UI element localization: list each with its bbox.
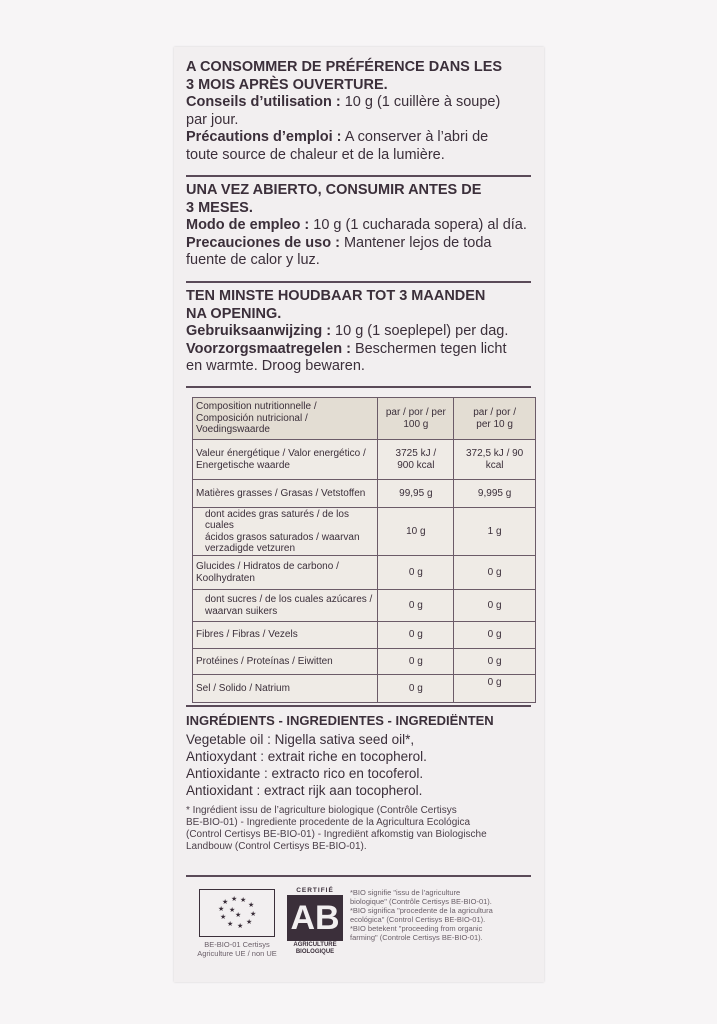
svg-text:★: ★ bbox=[229, 906, 236, 914]
organic-note-line: * Ingrédient issu de l’agriculture biologique (Contrôle Certisys bbox=[186, 805, 457, 816]
dutch-heading-line-2: NA OPENING. bbox=[186, 305, 282, 322]
svg-text:★: ★ bbox=[240, 896, 247, 904]
spanish-heading-line-1: UNA VEZ ABIERTO, CONSUMIR ANTES DE bbox=[186, 182, 482, 198]
eu-leaf-stars-icon bbox=[200, 890, 274, 936]
svg-text:★: ★ bbox=[218, 905, 225, 913]
svg-text:★: ★ bbox=[227, 920, 234, 928]
per-10g-header: par / por / per 10 g bbox=[454, 398, 536, 440]
french-precautions-cont: toute source de chaleur et de la lumière. bbox=[186, 146, 445, 163]
svg-text:★: ★ bbox=[250, 910, 257, 918]
organic-note-line: Landbouw (Control Certisys BE-BIO-01). bbox=[186, 841, 367, 852]
organic-note-line: BE-BIO-01) - Ingrediente procedente de la Agricultura Ecológica bbox=[186, 817, 471, 828]
french-heading-line-2: 3 MOIS APRÈS OUVERTURE. bbox=[186, 76, 388, 93]
svg-text:★: ★ bbox=[235, 911, 242, 919]
spanish-precautions: Precauciones de uso : Mantener lejos de toda bbox=[186, 234, 492, 251]
dutch-precautions: Voorzorgsmaatregelen : Beschermen tegen licht bbox=[186, 340, 507, 357]
french-section bbox=[186, 59, 531, 164]
table-row: dont acides gras saturés / de los cuales ácidos grasos saturados / waarvan verzadigde vetzuren 10 g 1 g bbox=[193, 508, 536, 556]
table-row: Protéines / Proteínas / Eiwitten 0 g 0 g bbox=[193, 649, 536, 675]
table-row: dont sucres / de los cuales azúcares / waarvan suikers 0 g 0 g bbox=[193, 590, 536, 622]
nutrition-table bbox=[192, 397, 536, 703]
organic-note-line: (Control Certisys BE-BIO-01) - Ingrediënt afkomstig van Biologische bbox=[186, 829, 487, 840]
ab-organic-logo: CERTIFIÉ AB AGRICULTURE BIOLOGIQUE bbox=[286, 887, 344, 959]
ingredient-line: Antioxidant : extract rijk aan tocopherol. bbox=[186, 783, 423, 798]
table-row: Sel / Solido / Natrium 0 g 0 g bbox=[193, 675, 536, 703]
table-row: Matières grasses / Grasas / Vetstoffen 99,95 g 9,995 g bbox=[193, 480, 536, 508]
per-100g-header: par / por / per 100 g bbox=[378, 398, 454, 440]
spanish-precautions-cont: fuente de calor y luz. bbox=[186, 252, 320, 268]
spanish-section bbox=[186, 182, 531, 270]
product-label-panel bbox=[174, 47, 544, 982]
svg-text:★: ★ bbox=[231, 895, 238, 903]
divider bbox=[186, 386, 531, 388]
table-row: Glucides / Hidratos de carbono / Koolhydraten 0 g 0 g bbox=[193, 556, 536, 590]
divider bbox=[186, 875, 531, 877]
dutch-usage: Gebruiksaanwijzing : 10 g (1 soeplepel) per dag. bbox=[186, 323, 509, 339]
dutch-section bbox=[186, 288, 531, 376]
french-precautions: Précautions d’emploi : A conserver à l’abri de bbox=[186, 129, 489, 145]
svg-text:★: ★ bbox=[237, 922, 244, 930]
svg-text:★: ★ bbox=[220, 913, 227, 921]
dutch-heading-line-1: TEN MINSTE HOUDBAAR TOT 3 MAANDEN bbox=[186, 288, 486, 304]
divider bbox=[186, 175, 531, 177]
ingredient-line: Vegetable oil : Nigella sativa seed oil*, bbox=[186, 732, 415, 747]
svg-text:★: ★ bbox=[246, 918, 253, 926]
bio-definitions: *BIO signifie "issu de l’agriculture biologique" (Contrôle Certisys BE-BIO-01). *BIO significa "procedente de la agricultura ecológica" (Control Certisys BE-BIO-01). *BIO betekent "proceeding from organic farming" (Controle Certisys BE-BIO-01). bbox=[350, 888, 493, 942]
spanish-heading-line-2: 3 MESES. bbox=[186, 199, 253, 216]
divider bbox=[186, 281, 531, 283]
french-heading-line-1: A CONSOMMER DE PRÉFÉRENCE DANS LES bbox=[186, 59, 503, 75]
table-row: Valeur énergétique / Valor energético / Energetische waarde 3725 kJ / 900 kcal 372,5 kJ / 90 kcal bbox=[193, 440, 536, 480]
french-usage: Conseils d’utilisation : 10 g (1 cuillère à soupe) bbox=[186, 94, 501, 110]
ingredient-line: Antioxydant : extrait riche en tocopherol. bbox=[186, 749, 427, 764]
ingredients-section bbox=[186, 713, 531, 853]
svg-text:★: ★ bbox=[248, 901, 255, 909]
eu-logo-caption: BE-BIO-01 Certisys Agriculture UE / non UE bbox=[197, 940, 277, 958]
nutrition-header-row bbox=[193, 398, 536, 440]
ingredient-line: Antioxidante : extracto rico en tocoferol. bbox=[186, 766, 424, 781]
french-usage-cont: par jour. bbox=[186, 111, 239, 128]
ingredients-title: INGRÉDIENTS - INGREDIENTES - INGREDIËNTEN bbox=[186, 713, 494, 728]
spanish-usage: Modo de empleo : 10 g (1 cucharada sopera) al día. bbox=[186, 217, 527, 233]
svg-text:★: ★ bbox=[222, 898, 229, 906]
eu-organic-logo bbox=[199, 889, 275, 937]
ab-letters: AB bbox=[287, 895, 343, 941]
divider bbox=[186, 705, 531, 707]
nutrition-header-label: Composition nutritionnelle / Composición nutricional / Voedingswaarde bbox=[193, 398, 378, 440]
table-row: Fibres / Fibras / Vezels 0 g 0 g bbox=[193, 622, 536, 649]
dutch-precautions-cont: en warmte. Droog bewaren. bbox=[186, 358, 365, 374]
